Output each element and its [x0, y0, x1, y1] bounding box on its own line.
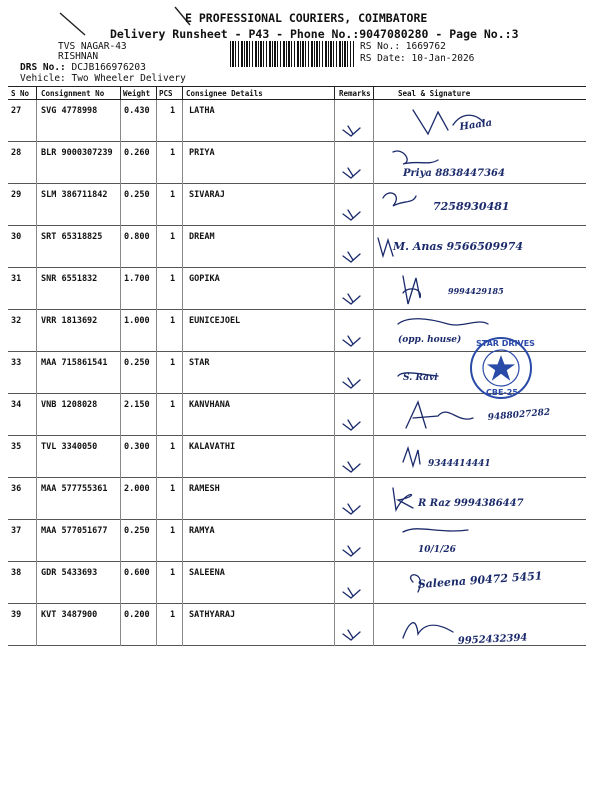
remark-tick-icon — [343, 588, 360, 598]
col-consignee: Consignee Details — [186, 89, 263, 98]
remark-tick-icon — [343, 126, 360, 136]
cell-consignment: VNB 1208028 — [41, 400, 98, 410]
cell-consignee: SATHYARAJ — [189, 610, 236, 620]
cell-weight: 0.200 — [124, 610, 150, 620]
cell-consignee: KANVHANA — [189, 400, 230, 410]
cell-weight: 0.600 — [124, 568, 150, 578]
cell-consignee: GOPIKA — [189, 274, 220, 284]
handwritten-note: 7258930481 — [433, 200, 510, 213]
table-row — [8, 562, 586, 604]
cell-consignment: BLR 9000307239 — [41, 148, 113, 158]
company-stamp — [471, 338, 535, 398]
signature-stroke — [378, 238, 393, 256]
table-row — [8, 436, 586, 478]
cell-sno: 29 — [11, 190, 22, 200]
remark-tick-icon — [343, 546, 360, 556]
remark-tick-icon — [343, 378, 360, 388]
cell-sno: 35 — [11, 442, 22, 452]
cell-consignment: SLM 386711842 — [41, 190, 108, 200]
col-consignment: Consignment No — [41, 89, 105, 98]
signature-mark — [8, 226, 586, 268]
signature-stroke — [403, 276, 420, 304]
handwritten-note: Saleena 90472 5451 — [417, 569, 543, 591]
cell-pcs: 1 — [170, 106, 176, 116]
handwritten-note: 9488027282 — [487, 407, 551, 423]
runsheet-subtitle: Delivery Runsheet - P43 - Phone No.:9047080280 - Page No.:3 — [110, 27, 519, 41]
drs-label: DRS No.: — [20, 62, 66, 73]
cell-weight: 0.300 — [124, 442, 150, 452]
signature-mark — [8, 604, 586, 646]
cell-consignee: KALAVATHI — [189, 442, 236, 452]
barcode — [230, 41, 354, 67]
cell-sno: 27 — [11, 106, 22, 116]
handwritten-note: Haala — [458, 117, 493, 133]
cell-pcs: 1 — [170, 190, 176, 200]
cell-sno: 31 — [11, 274, 22, 284]
cell-sno: 32 — [11, 316, 22, 326]
cell-consignee: EUNICEJOEL — [189, 316, 241, 326]
cell-weight: 0.250 — [124, 526, 150, 536]
cell-consignee: LATHA — [189, 106, 215, 116]
cell-sno: 36 — [11, 484, 22, 494]
table-row — [8, 604, 586, 646]
cell-consignment: MAA 715861541 — [41, 358, 108, 368]
signature-stroke — [393, 488, 413, 510]
cell-sno: 39 — [11, 610, 22, 620]
handwritten-note: (opp. house) — [398, 335, 462, 345]
signature-mark — [8, 436, 586, 478]
table-row — [8, 184, 586, 226]
cell-consignment: KVT 3487900 — [41, 610, 98, 620]
remark-tick-icon — [343, 210, 360, 220]
cell-consignee: STAR — [189, 358, 210, 368]
signature-stroke — [403, 448, 420, 466]
cell-weight: 0.250 — [124, 358, 150, 368]
col-pcs: PCS — [159, 89, 173, 98]
col-remarks: Remarks — [339, 89, 371, 98]
cell-sno: 38 — [11, 568, 22, 578]
cell-consignment: MAA 577755361 — [41, 484, 108, 494]
cell-consignee: RAMYA — [189, 526, 215, 536]
cell-pcs: 1 — [170, 400, 176, 410]
cell-weight: 0.430 — [124, 106, 150, 116]
cell-consignment: SRT 65318825 — [41, 232, 103, 242]
cell-consignee: DREAM — [189, 232, 215, 242]
handwritten-note: Priya 8838447364 — [403, 168, 505, 179]
cell-pcs: 1 — [170, 232, 176, 242]
cell-sno: 28 — [11, 148, 22, 158]
cell-sno: 34 — [11, 400, 22, 410]
signature-mark — [8, 100, 586, 142]
handwritten-note: 9994429185 — [448, 286, 504, 296]
signature-mark — [8, 520, 586, 562]
cell-consignee: SIVARAJ — [189, 190, 225, 200]
signature-stroke — [393, 151, 438, 164]
cell-weight: 0.250 — [124, 190, 150, 200]
cell-weight: 1.000 — [124, 316, 150, 326]
staff-name: RISHNAN — [58, 51, 99, 62]
signature-stroke — [406, 402, 473, 428]
signature-mark — [8, 268, 586, 310]
table-row — [8, 394, 586, 436]
remark-tick-icon — [343, 336, 360, 346]
cell-consignee: SALEENA — [189, 568, 225, 578]
cell-consignment: TVL 3340050 — [41, 442, 98, 452]
cell-pcs: 1 — [170, 274, 176, 284]
signature-stroke — [403, 623, 453, 638]
handwritten-note: S. Ravi — [403, 373, 438, 383]
cell-pcs: 1 — [170, 610, 176, 620]
signature-mark — [8, 394, 586, 436]
cell-weight: 0.260 — [124, 148, 150, 158]
cell-sno: 30 — [11, 232, 22, 242]
cell-consignment: SNR 6551832 — [41, 274, 98, 284]
stamp-bottom-text: CBE-25 — [486, 388, 518, 397]
cell-pcs: 1 — [170, 316, 176, 326]
rs-number: RS No.: 1669762 — [360, 41, 446, 52]
col-signature: Seal & Signature — [398, 89, 471, 98]
cell-consignment: GDR 5433693 — [41, 568, 98, 578]
cell-consignment: VRR 1813692 — [41, 316, 98, 326]
signature-mark — [8, 478, 586, 520]
signature-stroke — [383, 193, 416, 206]
drs-value: DCJB166976203 — [65, 62, 146, 73]
cell-weight: 2.150 — [124, 400, 150, 410]
remark-tick-icon — [343, 420, 360, 430]
cell-consignee: PRIYA — [189, 148, 215, 158]
table-row — [8, 142, 586, 184]
remark-tick-icon — [343, 462, 360, 472]
cell-pcs: 1 — [170, 442, 176, 452]
cell-pcs: 1 — [170, 148, 176, 158]
drs-number — [20, 62, 146, 73]
remark-tick-icon — [343, 252, 360, 262]
cell-weight: 0.800 — [124, 232, 150, 242]
handwritten-note: M. Anas 9566509974 — [393, 240, 524, 253]
cell-weight: 2.000 — [124, 484, 150, 494]
remark-tick-icon — [343, 504, 360, 514]
table-row — [8, 520, 586, 562]
signature-mark — [8, 142, 586, 184]
handwritten-note: 10/1/26 — [418, 545, 456, 555]
table-body — [8, 100, 586, 646]
cell-pcs: 1 — [170, 484, 176, 494]
vehicle-type: Vehicle: Two Wheeler Delivery — [20, 73, 186, 84]
cell-weight: 1.700 — [124, 274, 150, 284]
handwritten-note: 9952432394 — [457, 632, 528, 647]
col-sno: S No — [11, 89, 30, 98]
signature-stroke — [413, 110, 448, 134]
cell-pcs: 1 — [170, 568, 176, 578]
remark-tick-icon — [343, 630, 360, 640]
table-row — [8, 478, 586, 520]
branch-name: TVS NAGAR-43 — [58, 41, 127, 52]
remark-tick-icon — [343, 168, 360, 178]
signature-mark — [8, 184, 586, 226]
col-weight: Weight — [123, 89, 151, 98]
delivery-table — [8, 86, 586, 646]
signature-mark — [8, 562, 586, 604]
signature-stroke — [403, 529, 468, 532]
stamp-star-icon — [489, 357, 513, 379]
remark-tick-icon — [343, 294, 360, 304]
rs-date: RS Date: 10-Jan-2026 — [360, 53, 475, 64]
cell-sno: 33 — [11, 358, 22, 368]
cell-consignee: RAMESH — [189, 484, 220, 494]
table-header — [8, 86, 586, 100]
cell-consignment: MAA 577051677 — [41, 526, 108, 536]
table-row — [8, 226, 586, 268]
cell-consignment: SVG 4778998 — [41, 106, 98, 116]
cell-sno: 37 — [11, 526, 22, 536]
signature-stroke — [398, 319, 488, 325]
table-row — [8, 268, 586, 310]
cell-pcs: 1 — [170, 358, 176, 368]
company-title: E PROFESSIONAL COURIERS, COIMBATORE — [185, 11, 428, 25]
stamp-top-text: STAR DRIVES — [476, 339, 535, 348]
handwritten-note: 9344414441 — [428, 459, 491, 469]
table-row — [8, 100, 586, 142]
handwritten-note: R Raz 9994386447 — [418, 498, 524, 509]
cell-pcs: 1 — [170, 526, 176, 536]
